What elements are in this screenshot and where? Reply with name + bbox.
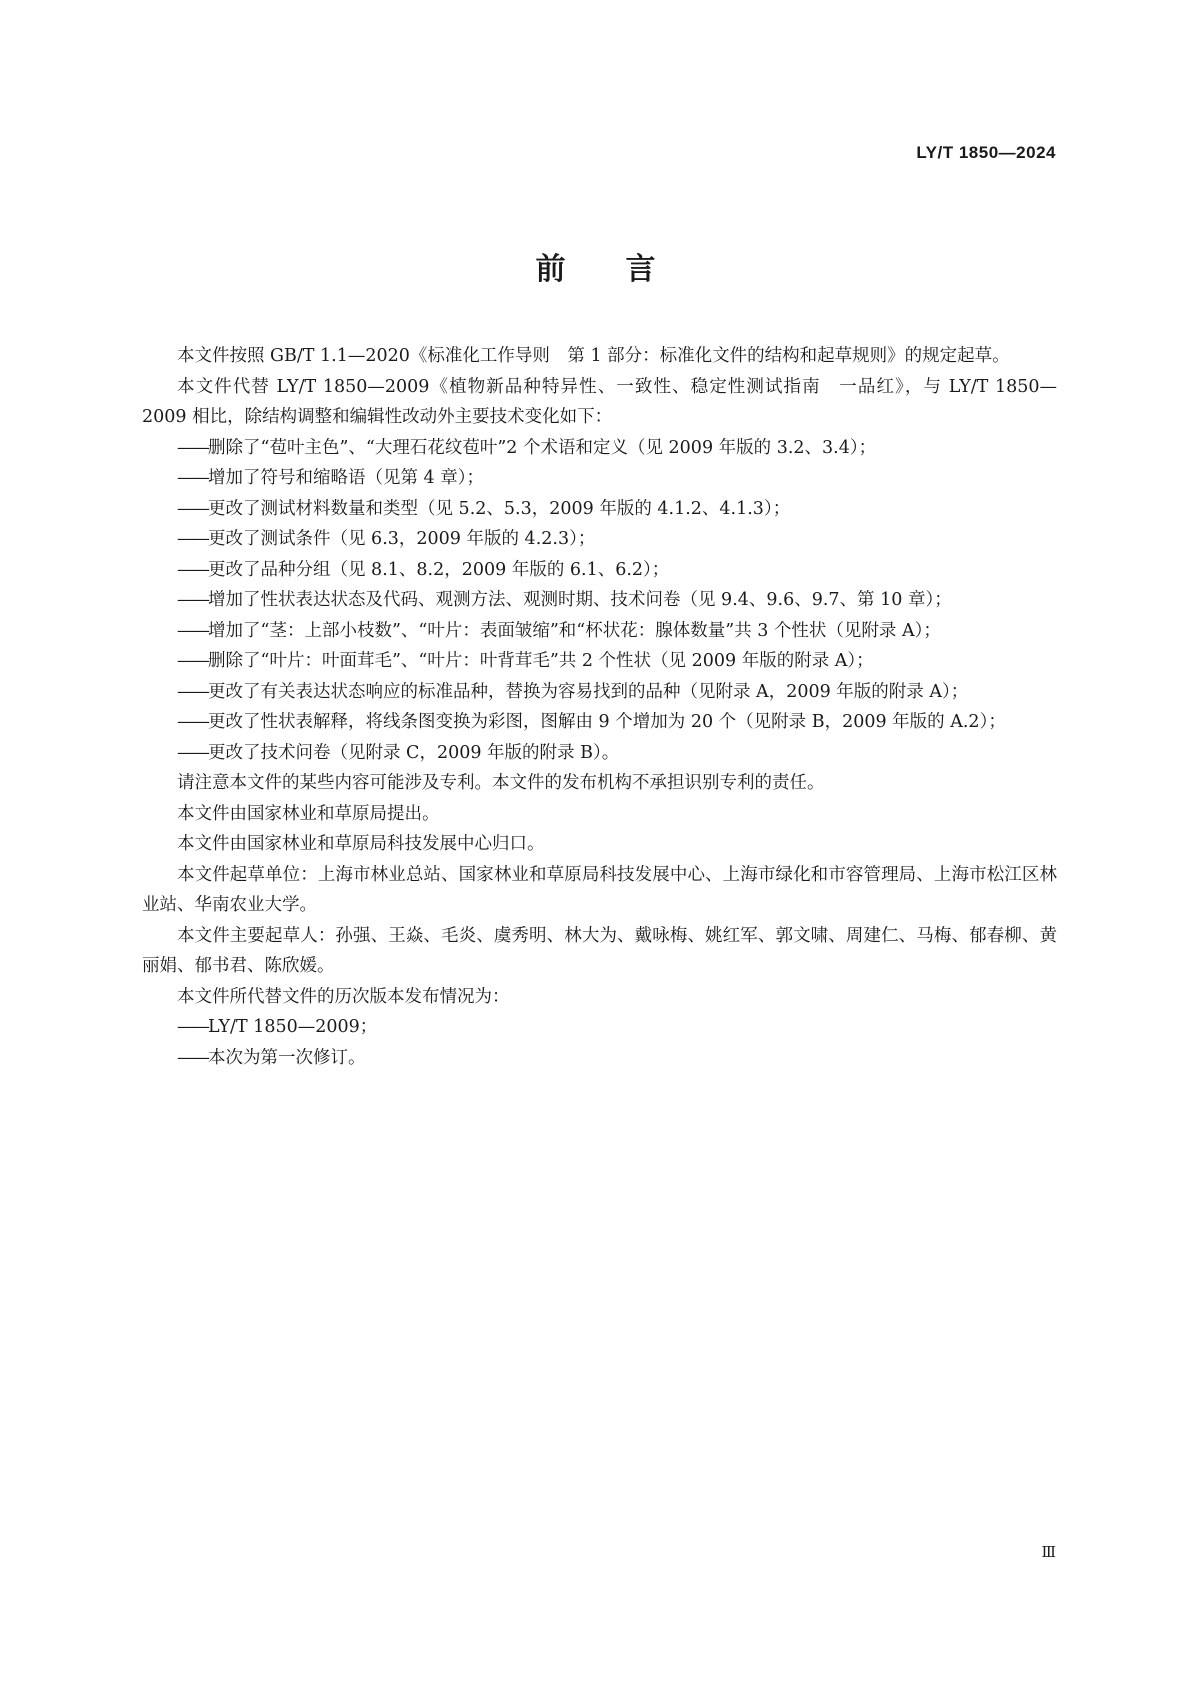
dash-marker: —— [177, 712, 208, 732]
list-item [142, 1012, 1057, 1043]
list-item-text: 增加了性状表达状态及代码、观测方法、观测时期、技术问卷（见 9.4、9.6、9.7、第 10 章）； [208, 590, 952, 610]
list-item-text: 更改了测试材料数量和类型（见 5.2、5.3，2009 年版的 4.1.2、4.1.3）； [208, 498, 791, 519]
page-number: Ⅲ [1041, 1545, 1056, 1561]
paragraph-replacement: 本文件代替 LY/T 1850—2009《植物新品种特异性、一致性、稳定性测试指南 一品红》，与 LY/T 1850—2009 相比，除结构调整和编辑性改动外主要技术变化如下： [142, 376, 1057, 427]
change-list [142, 433, 1057, 769]
list-item [142, 463, 1057, 494]
list-item [142, 494, 1057, 525]
list-item [142, 433, 1057, 464]
dash-marker: —— [177, 590, 208, 610]
foreword-body [142, 341, 1057, 1073]
paragraph-proposed-by: 本文件由国家林业和草原局提出。 [177, 803, 440, 824]
list-item [142, 646, 1057, 677]
list-item [142, 677, 1057, 708]
dash-marker: —— [177, 529, 208, 549]
list-item-text: 删除了“苞叶主色”、“大理石花纹苞叶”2 个术语和定义（见 2009 年版的 3.2、3.4）； [208, 437, 877, 458]
list-item [142, 524, 1057, 555]
dash-marker: —— [177, 651, 208, 671]
list-item-text: 更改了测试条件（见 6.3，2009 年版的 4.2.3）； [208, 529, 596, 549]
list-item-text: 本次为第一次修订。 [208, 1047, 366, 1068]
list-item-text: 增加了“茎：上部小枝数”、“叶片：表面皱缩”和“杯状花：腺体数量”共 3 个性状（见附录 A）； [208, 620, 941, 641]
document-code: LY/T 1850—2024 [916, 143, 1056, 162]
dash-marker: —— [177, 681, 208, 702]
dash-marker: —— [177, 620, 208, 641]
paragraph-drafting-units: 本文件起草单位：上海市林业总站、国家林业和草原局科技发展中心、上海市绿化和市容管理局、上海市松江区林业站、华南农业大学。 [142, 864, 1057, 915]
dash-marker: —— [177, 1047, 208, 1068]
paragraph-patent-notice: 请注意本文件的某些内容可能涉及专利。本文件的发布机构不承担识别专利的责任。 [177, 773, 825, 793]
paragraph-centralized-by: 本文件由国家林业和草原局科技发展中心归口。 [177, 834, 545, 854]
dash-marker: —— [177, 498, 208, 519]
list-item-text: 更改了品种分组（见 8.1、8.2，2009 年版的 6.1、6.2）； [208, 559, 670, 580]
paragraph-history-intro: 本文件所代替文件的历次版本发布情况为： [177, 986, 510, 1007]
dash-marker: —— [177, 468, 208, 488]
dash-marker: —— [177, 1017, 208, 1037]
dash-marker: —— [177, 559, 208, 580]
list-item [142, 616, 1057, 647]
list-item-text: 更改了有关表达状态响应的标准品种，替换为容易找到的品种（见附录 A，2009 年版的附录 A）； [208, 681, 969, 702]
paragraph-drafters: 本文件主要起草人：孙强、王焱、毛炎、虞秀明、林大为、戴咏梅、姚红军、郭文啸、周建仁、马梅、郁春柳、黄丽娟、郁书君、陈欣媛。 [142, 925, 1057, 976]
list-item-text: 删除了“叶片：叶面茸毛”、“叶片：叶背茸毛”共 2 个性状（见 2009 年版的附录 A）； [208, 651, 874, 671]
list-item-text: 更改了性状表解释，将线条图变换为彩图，图解由 9 个增加为 20 个（见附录 B，2009 年版的 A.2）； [208, 712, 1006, 732]
list-item-text: 增加了符号和缩略语（见第 4 章）； [208, 468, 485, 488]
history-list [142, 1012, 1057, 1073]
list-item [142, 707, 1057, 738]
paragraph-drafting-rules: 本文件按照 GB/T 1.1—2020《标准化工作导则 第 1 部分：标准化文件的结构和起草规则》的规定起草。 [177, 346, 1010, 366]
list-item [142, 738, 1057, 769]
dash-marker: —— [177, 742, 208, 763]
list-item-text: LY/T 1850—2009； [208, 1017, 378, 1037]
list-item [142, 585, 1057, 616]
list-item [142, 555, 1057, 586]
dash-marker: —— [177, 437, 208, 458]
list-item [142, 1043, 1057, 1074]
list-item-text: 更改了技术问卷（见附录 C，2009 年版的附录 B）。 [208, 742, 620, 763]
page-title: 前言 [535, 252, 716, 287]
